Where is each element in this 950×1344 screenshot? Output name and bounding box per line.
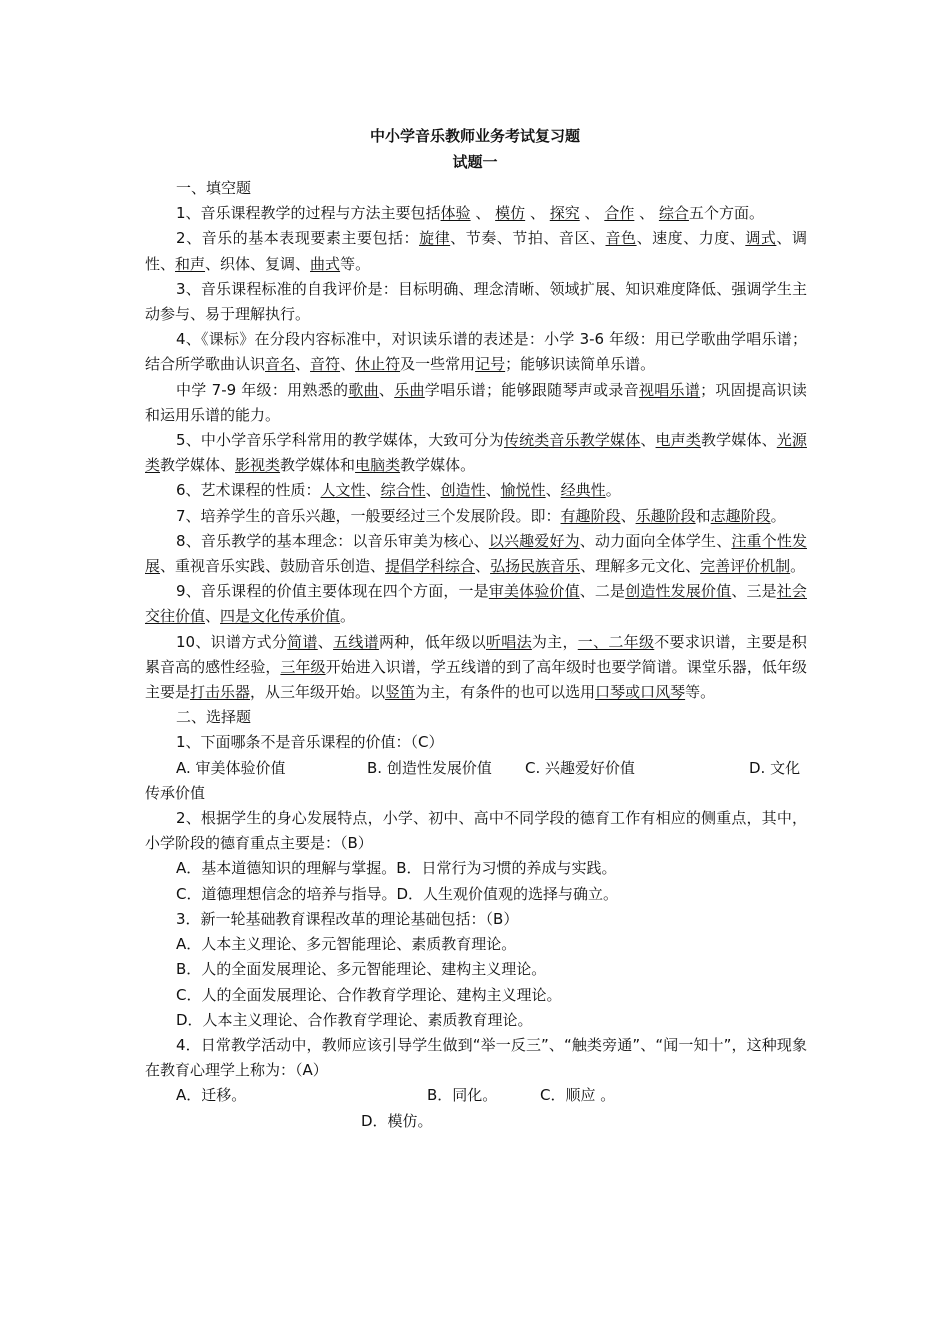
choice-question-3: 3．新一轮基础教育课程改革的理论基础包括：（B） <box>176 909 519 928</box>
fill-question-4-middle-school: 中学 7-9 年级：用熟悉的歌曲、乐曲学唱乐谱；能够跟随琴声或录音视唱乐谱；巩固提高识读和运用乐谱的能力。 <box>145 380 807 424</box>
fill-question-5: 5、中小学音乐学科常用的教学媒体，大致可分为传统类音乐教学媒体、电声类教学媒体、光源类教学媒体、影视类教学媒体和电脑类教学媒体。 <box>145 431 807 475</box>
choice-3-option-b: B．人的全面发展理论、多元智能理论、建构主义理论。 <box>176 960 547 979</box>
choice-1-option-c: C. 兴趣爱好价值 <box>525 758 636 777</box>
fill-question-6: 6、艺术课程的性质：人文性、综合性、创造性、愉悦性、经典性。 <box>176 481 621 500</box>
choice-1-option-b: B. 创造性发展价值 <box>367 758 492 777</box>
choice-question-2-options-cd: C．道德理想信念的培养与指导。D．人生观价值观的选择与确立。 <box>176 884 619 903</box>
fill-question-4: 4、《课标》在分段内容标准中，对识读乐谱的表述是：小学 3-6 年级：用已学歌曲学唱乐谱；结合所学歌曲认识音名、音符、休止符及一些常用记号；能够识读简单乐谱。 <box>145 330 807 374</box>
choice-4-option-a: A．迁移。 <box>176 1086 247 1105</box>
choice-1-option-a: A. 审美体验价值 <box>176 758 286 777</box>
choice-1-option-d-cont: 传承价值 <box>145 783 206 802</box>
document-subtitle: 试题一 <box>452 153 498 171</box>
choice-3-option-d: D．人本主义理论、合作教育学理论、素质教育理论。 <box>176 1010 533 1029</box>
fill-question-2: 2、音乐的基本表现要素主要包括：旋律、节奏、节拍、音区、音色、速度、力度、调式、调性、和声、织体、复调、曲式等。 <box>145 229 807 273</box>
section-heading-multiple-choice: 二、选择题 <box>176 708 252 727</box>
fill-question-7: 7、培养学生的音乐兴趣，一般要经过三个发展阶段。即：有趣阶段、乐趣阶段和志趣阶段。 <box>176 506 786 525</box>
choice-4-option-d: D．模仿。 <box>361 1111 433 1130</box>
choice-4-option-c: C．顺应 。 <box>540 1086 616 1105</box>
choice-3-option-c: C．人的全面发展理论、合作教育学理论、建构主义理论。 <box>176 985 562 1004</box>
fill-question-1: 1、音乐课程教学的过程与方法主要包括体验 、 模仿 、 探究 、 合作 、 综合五个方面。 <box>176 204 764 223</box>
document-body <box>145 176 807 1134</box>
choice-question-2: 2、根据学生的身心发展特点，小学、初中、高中不同学段的德育工作有相应的侧重点，其中，小学阶段的德育重点主要是：（B） <box>145 809 807 853</box>
fill-question-3: 3、音乐课程标准的自我评价是：目标明确、理念清晰、领域扩展、知识难度降低、强调学生主动参与、易于理解执行。 <box>145 279 807 324</box>
fill-question-10: 10、识谱方式分简谱、五线谱两种，低年级以听唱法为主，一、二年级不要求识谱，主要是积累音高的感性经验，三年级开始进入识谱，学五线谱的到了高年级时也要学简谱。课堂乐器，低年级主要是打击乐器，从三年级开始。以竖笛为主，有条件的也可以选用口琴或口风琴等。 <box>145 632 807 702</box>
choice-4-option-b: B．同化。 <box>427 1086 498 1105</box>
choice-1-option-d: D. 文化 <box>749 758 801 777</box>
choice-question-4: 4．日常教学活动中，教师应该引导学生做到“举一反三”、“触类旁通”、“闻一知十”，这种现象在教育心理学上称为：（A） <box>145 1035 807 1080</box>
choice-question-1-options <box>145 756 807 781</box>
fill-question-9: 9、音乐课程的价值主要体现在四个方面，一是审美体验价值、二是创造性发展价值、三是社会交往价值、四是文化传承价值。 <box>145 582 807 626</box>
fill-question-8: 8、音乐教学的基本理念：以音乐审美为核心、以兴趣爱好为、动力面向全体学生、注重个性发展、重视音乐实践、鼓励音乐创造、提倡学科综合、弘扬民族音乐、理解多元文化、完善评价机制。 <box>145 531 807 576</box>
document-title: 中小学音乐教师业务考试复习题 <box>369 127 580 145</box>
choice-question-2-options-ab: A．基本道德知识的理解与掌握。B．日常行为习惯的养成与实践。 <box>176 859 617 878</box>
choice-3-option-a: A．人本主义理论、多元智能理论、素质教育理论。 <box>176 935 517 954</box>
choice-question-4-options <box>145 1083 807 1108</box>
section-heading-fill-blank: 一、填空题 <box>176 179 252 197</box>
choice-question-1: 1、下面哪条不是音乐课程的价值：（C） <box>176 733 444 752</box>
